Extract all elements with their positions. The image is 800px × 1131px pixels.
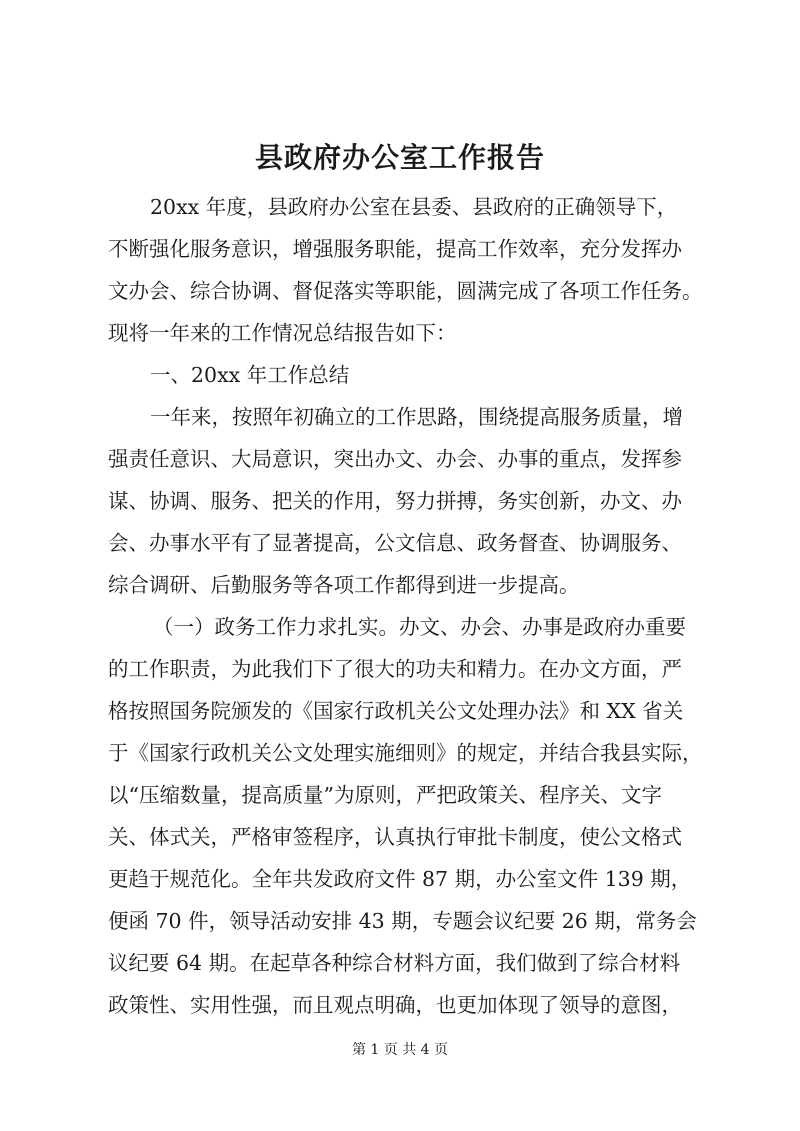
text-line: （一）政务工作力求扎实。办文、办会、办事是政府办重要	[153, 615, 686, 639]
text-line: 格按照国务院颁发的《国家行政机关公文处理办法》和 XX 省关	[108, 699, 684, 723]
text-line: 以“压缩数量，提高质量”为原则，严把政策关、程序关、文字	[108, 783, 662, 807]
text-line: 20xx 年度，县政府办公室在县委、县政府的正确领导下，	[150, 195, 678, 219]
text-line: 谋、协调、服务、把关的作用，努力拼搏，务实创新，办文、办	[108, 489, 682, 513]
text-line: 文办会、综合协调、督促落实等职能，圆满完成了各项工作任务。	[108, 279, 703, 303]
page-footer: 第 1 页 共 4 页	[351, 1042, 449, 1058]
text-line: 一年来，按照年初确立的工作思路，围绕提高服务质量，增	[150, 405, 683, 429]
text-line: 便函 70 件，领导活动安排 43 期，专题会议纪要 26 期，常务会	[108, 909, 697, 933]
text-line: 议纪要 64 期。在起草各种综合材料方面，我们做到了综合材料	[108, 951, 681, 975]
text-line: 政策性、实用性强，而且观点明确，也更加体现了领导的意图，	[108, 993, 682, 1017]
text-line: 不断强化服务意识，增强服务职能，提高工作效率，充分发挥办	[108, 237, 682, 261]
text-line: 于《国家行政机关公文处理实施细则》的规定，并结合我县实际，	[108, 741, 703, 765]
document-body	[108, 186, 708, 1026]
document-title: 县政府办公室工作报告	[254, 141, 545, 174]
text-line: 关、体式关，严格审签程序，认真执行审批卡制度，使公文格式	[108, 825, 682, 849]
text-line: 综合调研、后勤服务等各项工作都得到进一步提高。	[108, 573, 580, 597]
section-heading: 一、20xx 年工作总结	[150, 363, 350, 387]
text-line: 更趋于规范化。全年共发政府文件 87 期，办公室文件 139 期，	[108, 867, 692, 891]
text-line: 现将一年来的工作情况总结报告如下：	[108, 321, 457, 345]
text-line: 会、办事水平有了显著提高，公文信息、政务督查、协调服务、	[108, 531, 682, 555]
text-line: 的工作职责，为此我们下了很大的功夫和精力。在办文方面，严	[108, 657, 682, 681]
text-line: 强责任意识、大局意识，突出办文、办会、办事的重点，发挥参	[108, 447, 682, 471]
